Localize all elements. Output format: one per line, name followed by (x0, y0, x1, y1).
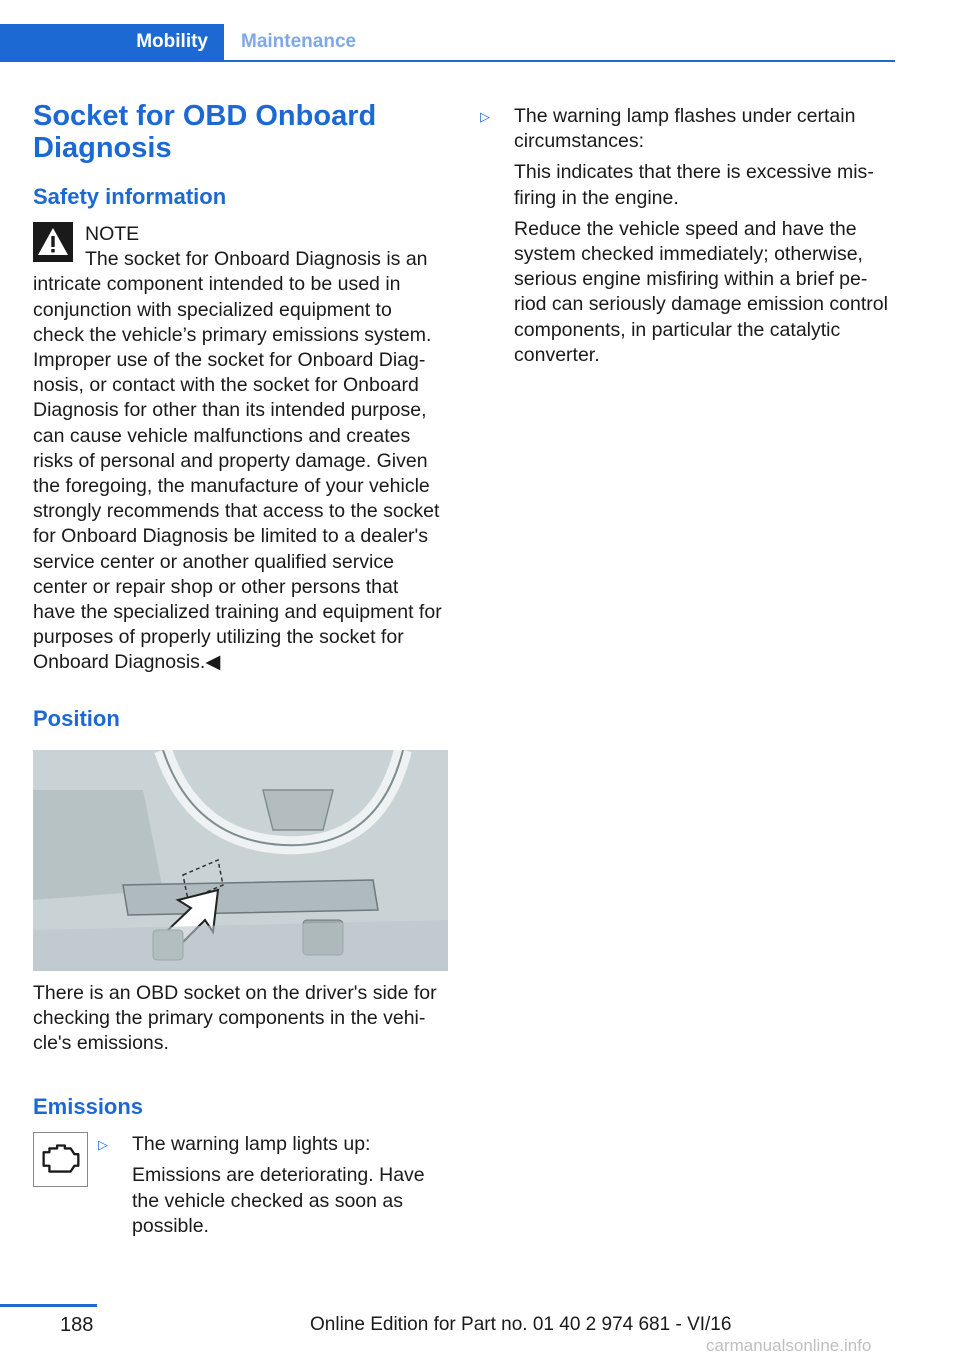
tab-maintenance-label: Maintenance (241, 31, 357, 52)
left-column (33, 100, 443, 1239)
right-column (480, 104, 890, 368)
tab-mobility-label: Mobility (136, 31, 208, 52)
flashes-paragraph-1: This indicates that there is excessive misfiring in the engine. (514, 161, 874, 209)
note-block (33, 222, 443, 676)
list-item (480, 104, 890, 368)
position-heading: Position (33, 705, 120, 731)
triangle-bullet-icon: ▷ (98, 1137, 108, 1153)
footer-rule (0, 1304, 97, 1307)
safety-heading: Safety information (33, 184, 227, 209)
position-text: There is an OBD socket on the driver's side for checking the primary components in the vehicle's emissions. (33, 981, 437, 1055)
warning-triangle-icon (33, 222, 73, 262)
note-label: NOTE (85, 223, 140, 245)
header-rule (0, 60, 895, 62)
page-title: Socket for OBD Onboard Diagnosis (33, 100, 377, 164)
watermark: carmanualsonline.info (706, 1336, 872, 1355)
emissions-heading: Emissions (33, 1094, 144, 1120)
tab-mobility[interactable] (0, 24, 224, 60)
edition-text: Online Edition for Part no. 01 40 2 974 681 - VI/16 (310, 1314, 732, 1335)
list-item (98, 1132, 443, 1239)
flashes-paragraph-2: Reduce the vehicle speed and have the system checked immediately; otherwise, serious engine misfiring within a brief period can seriously damage emission control components, in particular the catalytic converter. (514, 217, 888, 366)
page-number: 188 (60, 1314, 94, 1336)
header-tabs (0, 24, 895, 62)
lamp-flashes: The warning lamp flashes under certain circumstances: (514, 105, 856, 153)
obd-position-illustration (33, 750, 448, 971)
tab-maintenance[interactable] (224, 24, 356, 60)
emissions-block (33, 1132, 443, 1239)
lamp-lights-up-text: Emissions are deteriorating. Have the vehicle checked as soon as possible. (132, 1164, 425, 1237)
triangle-bullet-icon: ▷ (480, 109, 490, 124)
engine-check-icon (33, 1132, 88, 1187)
lamp-lights-up: The warning lamp lights up: (132, 1133, 371, 1156)
note-text: The socket for Onboard Diagnosis is an intricate component intended to be used in conjunction with specialized equipment to check the vehicle’s primary emissions system. Improper use of the socket for Onboard Diagnosis, or contact with the socket for Onboard Diagnosis for other than its intended purpose, can cause vehicle malfunctions and creates risks of personal and property damage. Given the foregoing, the manufacture of your vehicle strongly recommends that access to the socket for Onboard Diagnosis be limited to a dealer's service center or another qualified service center or repair shop or other persons that have the specialized training and equipment for purposes of properly utilizing the socket for Onboard Diagnosis.◀ (33, 248, 442, 674)
